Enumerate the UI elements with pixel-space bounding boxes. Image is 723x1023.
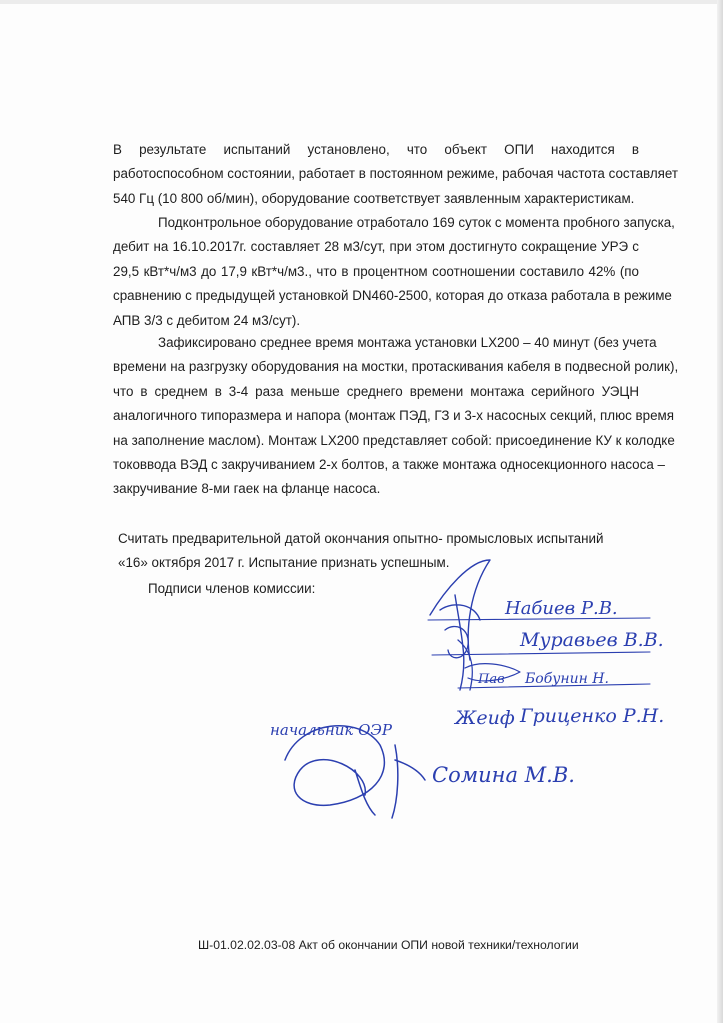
text-line: 540 Гц (10 800 об/мин), оборудование соответствует заявленным характеристикам. xyxy=(113,190,635,206)
text-line: дебит на 16.10.2017г. составляет 28 м3/сут, при этом достигнуто сокращение УРЭ с xyxy=(113,239,639,255)
text-line: АПВ 3/3 с дебитом 24 м3/сут). xyxy=(113,312,301,328)
signature-name: Сомина М.В. xyxy=(432,763,575,787)
text-line: В результате испытаний установлено, что объект ОПИ находится в xyxy=(113,142,639,157)
text-line: аналогичного типоразмера и напора (монтаж ПЭД, ГЗ и 3-х насосных секций, плюс время xyxy=(113,408,675,424)
signature-name: Бобунин Н. xyxy=(525,671,609,687)
signature-name: Жеиф xyxy=(455,707,515,729)
signature-name: Муравьев В.В. xyxy=(520,629,664,651)
text-line: сравнению с предыдущей установкой DN460-2500, которая до отказа работала в режиме xyxy=(113,288,672,304)
signature-scribble xyxy=(285,726,425,818)
text-line: 29,5 кВт*ч/м3 до 17,9 кВт*ч/м3., что в процентном соотношении составило 42% (по xyxy=(113,263,639,279)
conclusion-line: «16» октября 2017 г. Испытание признать успешным. xyxy=(118,555,450,570)
text-line: работоспособном состоянии, работает в постоянном режиме, рабочая частота составляет xyxy=(113,166,679,182)
signatures-label: Подписи членов комиссии: xyxy=(148,581,316,596)
document-footer: Ш-01.02.02.03-08 Акт об окончании ОПИ новой техники/технологии xyxy=(198,938,579,952)
text-line: Зафиксировано среднее время монтажа установки LX200 – 40 минут (без учета xyxy=(158,335,657,350)
text-line: времени на разгрузку оборудования на мостки, протаскивания кабеля в подвесной ролик), xyxy=(113,359,679,375)
text-line: токоввода ВЭД с закручиванием 2-х болтов, а также монтажа односекционного насоса – xyxy=(113,457,665,473)
signature-name: Набиев Р.В. xyxy=(505,598,618,619)
signature-name: Пав xyxy=(478,672,505,687)
conclusion-line: Считать предварительной датой окончания опытно- промысловых испытаний xyxy=(118,531,604,546)
signature-scribble xyxy=(430,560,490,690)
signature-name: Гриценко Р.Н. xyxy=(520,705,665,727)
text-line: на заполнение маслом). Монтаж LX200 представляет собой: присоединение КУ к колодке xyxy=(113,432,675,448)
text-line: что в среднем в 3-4 раза меньше среднего времени монтажа серийного УЭЦН xyxy=(113,383,639,399)
text-line: Подконтрольное оборудование отработало 169 суток с момента пробного запуска, xyxy=(158,215,675,230)
signature-prefix: начальник ОЭР xyxy=(270,721,392,739)
text-line: закручивание 8-ми гаек на фланце насоса. xyxy=(113,481,381,497)
